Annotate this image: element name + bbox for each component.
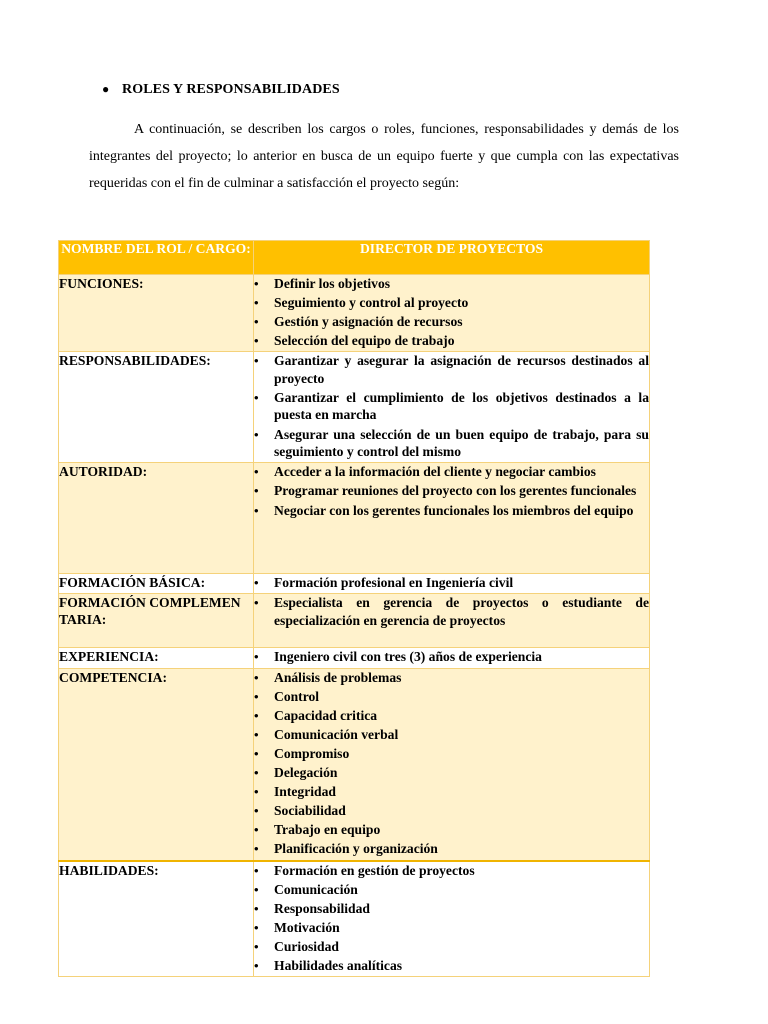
roles-table bbox=[58, 240, 650, 977]
row-content bbox=[254, 861, 650, 977]
row-content bbox=[254, 463, 650, 574]
list-item: • Gestión y asignación de recursos bbox=[254, 313, 649, 331]
table-row bbox=[59, 574, 650, 594]
row-content bbox=[254, 275, 650, 352]
row-label: FORMACIÓN BÁSICA: bbox=[59, 574, 254, 594]
list-item: • Sociabilidad bbox=[254, 802, 649, 820]
section-heading-text: ROLES Y RESPONSABILIDADES bbox=[122, 82, 340, 97]
list-item: • Comunicación bbox=[254, 881, 649, 899]
list-item: • Comunicación verbal bbox=[254, 726, 649, 744]
row-label: HABILIDADES: bbox=[59, 861, 254, 977]
list-item: • Ingeniero civil con tres (3) años de experiencia bbox=[254, 648, 649, 666]
row-content bbox=[254, 668, 650, 860]
list-item: • Selección del equipo de trabajo bbox=[254, 332, 649, 350]
row-content bbox=[254, 574, 650, 594]
table-row bbox=[59, 352, 650, 463]
row-content bbox=[254, 648, 650, 668]
list-item: • Programar reuniones del proyecto con los gerentes funcionales bbox=[254, 482, 649, 500]
row-label: FUNCIONES: bbox=[59, 275, 254, 352]
list-item: • Delegación bbox=[254, 764, 649, 782]
header-role-value: DIRECTOR DE PROYECTOS bbox=[254, 241, 650, 275]
list-item: • Análisis de problemas bbox=[254, 669, 649, 687]
list-item: • Planificación y organización bbox=[254, 840, 649, 858]
list-item: • Especialista en gerencia de proyectos o estudiante de especialización en gerencia de proyectos bbox=[254, 594, 649, 629]
bullet-icon: ● bbox=[102, 82, 110, 96]
list-item: • Asegurar una selección de un buen equipo de trabajo, para su seguimiento y control del mismo bbox=[254, 426, 649, 461]
list-item: • Formación en gestión de proyectos bbox=[254, 862, 649, 880]
section-heading bbox=[102, 82, 340, 98]
header-role-name: NOMBRE DEL ROL / CARGO: bbox=[59, 241, 254, 275]
list-item: • Trabajo en equipo bbox=[254, 821, 649, 839]
list-item: • Compromiso bbox=[254, 745, 649, 763]
list-item: • Curiosidad bbox=[254, 938, 649, 956]
table-row bbox=[59, 463, 650, 574]
table-row bbox=[59, 594, 650, 648]
intro-paragraph: A continuación, se describen los cargos o roles, funciones, responsabilidades y demás de los integrantes del proyecto; lo anterior en busca de un equipo fuerte y que cumpla con las expectativas requeridas con el fin de culminar a satisfacción el proyecto según: bbox=[89, 122, 679, 191]
row-content bbox=[254, 352, 650, 463]
row-label: COMPETENCIA: bbox=[59, 668, 254, 860]
list-item: • Control bbox=[254, 688, 649, 706]
row-label: FORMACIÓN COMPLEMEN TARIA: bbox=[59, 594, 254, 648]
list-item: • Seguimiento y control al proyecto bbox=[254, 294, 649, 312]
list-item: • Definir los objetivos bbox=[254, 275, 649, 293]
table-header-row bbox=[59, 241, 650, 275]
table-row bbox=[59, 861, 650, 977]
row-label: EXPERIENCIA: bbox=[59, 648, 254, 668]
list-item: • Garantizar el cumplimiento de los objetivos destinados a la puesta en marcha bbox=[254, 389, 649, 424]
list-item: • Habilidades analíticas bbox=[254, 957, 649, 975]
table-row bbox=[59, 275, 650, 352]
row-content bbox=[254, 594, 650, 648]
row-label: AUTORIDAD: bbox=[59, 463, 254, 574]
row-label: RESPONSABILIDADES: bbox=[59, 352, 254, 463]
list-item: • Formación profesional en Ingeniería civil bbox=[254, 574, 649, 592]
list-item: • Acceder a la información del cliente y negociar cambios bbox=[254, 463, 649, 481]
list-item: • Garantizar y asegurar la asignación de recursos destinados al proyecto bbox=[254, 352, 649, 387]
list-item: • Capacidad critica bbox=[254, 707, 649, 725]
table-row bbox=[59, 668, 650, 860]
list-item: • Responsabilidad bbox=[254, 900, 649, 918]
list-item: • Negociar con los gerentes funcionales los miembros del equipo bbox=[254, 502, 649, 520]
list-item: • Motivación bbox=[254, 919, 649, 937]
table-row bbox=[59, 648, 650, 668]
list-item: • Integridad bbox=[254, 783, 649, 801]
